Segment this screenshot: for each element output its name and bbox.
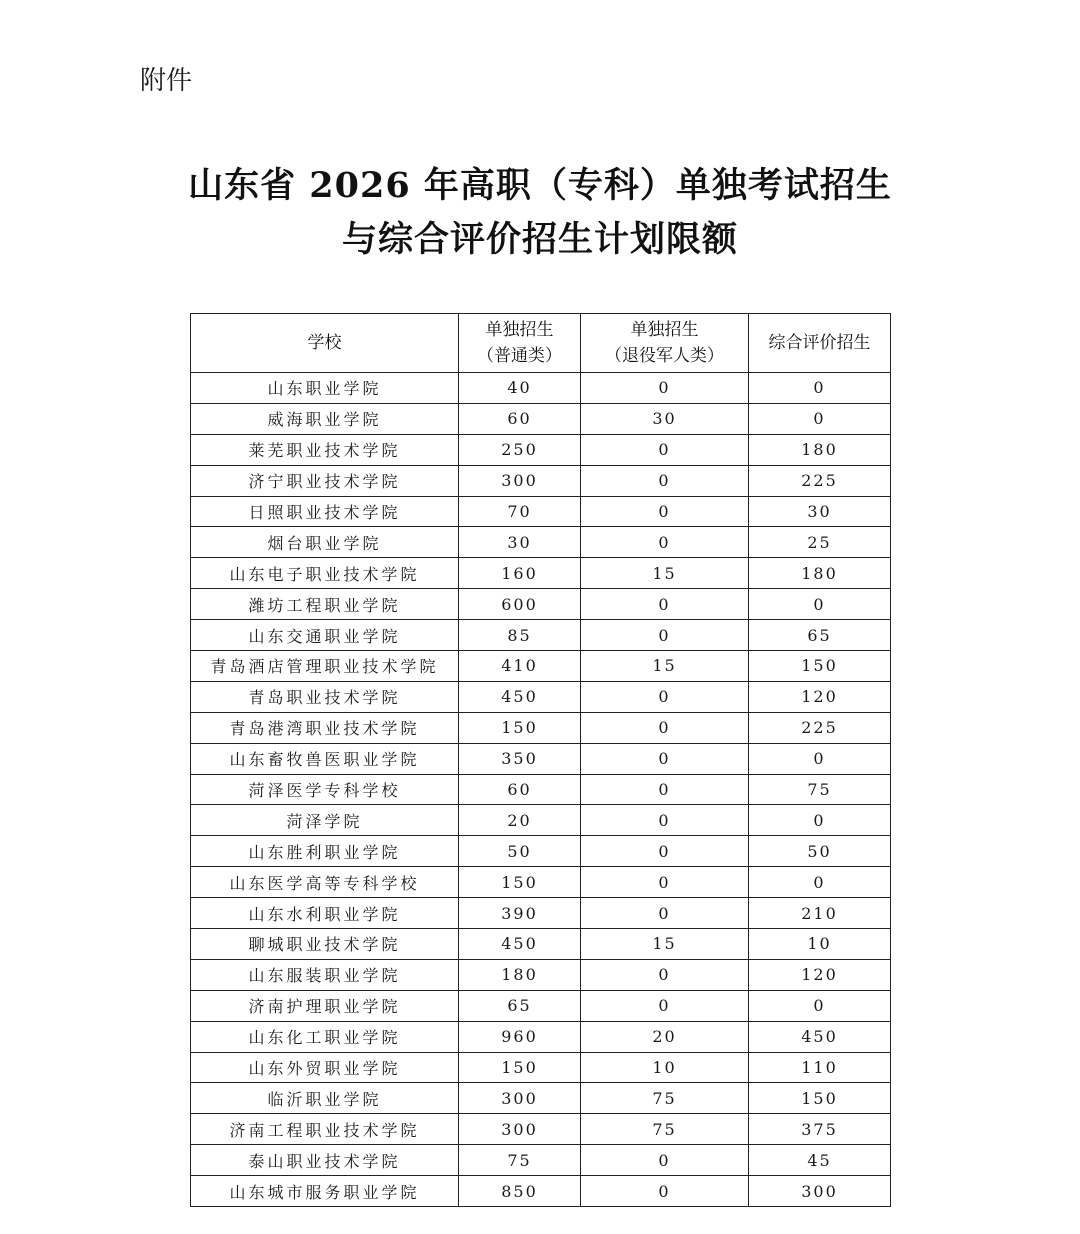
general-quota-cell: 50 <box>459 836 581 867</box>
veteran-quota-cell: 0 <box>581 620 749 651</box>
school-name-cell: 济宁职业技术学院 <box>191 465 459 496</box>
header-general <box>459 314 581 373</box>
comprehensive-quota-cell: 225 <box>749 712 891 743</box>
general-quota-cell: 390 <box>459 898 581 929</box>
table-row <box>191 1021 891 1052</box>
header-veteran-line-2: （退役军人类） <box>605 346 724 366</box>
general-quota-cell: 410 <box>459 651 581 682</box>
table-row <box>191 1145 891 1176</box>
comprehensive-quota-cell: 120 <box>749 959 891 990</box>
comprehensive-quota-cell: 0 <box>749 743 891 774</box>
comprehensive-quota-cell: 150 <box>749 651 891 682</box>
comprehensive-quota-cell: 180 <box>749 558 891 589</box>
table-row <box>191 1052 891 1083</box>
school-name-cell: 济南护理职业学院 <box>191 990 459 1021</box>
school-name-cell: 日照职业技术学院 <box>191 496 459 527</box>
general-quota-cell: 65 <box>459 990 581 1021</box>
veteran-quota-cell: 0 <box>581 990 749 1021</box>
school-name-cell: 山东医学高等专科学校 <box>191 867 459 898</box>
veteran-quota-cell: 0 <box>581 836 749 867</box>
veteran-quota-cell: 0 <box>581 774 749 805</box>
table-row <box>191 867 891 898</box>
table-row <box>191 496 891 527</box>
table-row <box>191 836 891 867</box>
school-name-cell: 山东水利职业学院 <box>191 898 459 929</box>
general-quota-cell: 600 <box>459 589 581 620</box>
general-quota-cell: 450 <box>459 681 581 712</box>
school-name-cell: 山东交通职业学院 <box>191 620 459 651</box>
comprehensive-quota-cell: 30 <box>749 496 891 527</box>
general-quota-cell: 960 <box>459 1021 581 1052</box>
general-quota-cell: 30 <box>459 527 581 558</box>
school-name-cell: 威海职业学院 <box>191 403 459 434</box>
school-name-cell: 山东职业学院 <box>191 373 459 404</box>
school-name-cell: 山东畜牧兽医职业学院 <box>191 743 459 774</box>
header-school <box>191 314 459 373</box>
table-row <box>191 465 891 496</box>
school-name-cell: 莱芜职业技术学院 <box>191 434 459 465</box>
school-name-cell: 潍坊工程职业学院 <box>191 589 459 620</box>
comprehensive-quota-cell: 300 <box>749 1176 891 1207</box>
general-quota-cell: 300 <box>459 1114 581 1145</box>
general-quota-cell: 450 <box>459 929 581 960</box>
document-title-line-2: 与综合评价招生计划限额 <box>341 219 738 260</box>
comprehensive-quota-cell: 225 <box>749 465 891 496</box>
header-veteran-line-1: 单独招生 <box>630 320 699 340</box>
comprehensive-quota-cell: 50 <box>749 836 891 867</box>
header-comprehensive-label: 综合评价招生 <box>768 333 871 353</box>
veteran-quota-cell: 30 <box>581 403 749 434</box>
veteran-quota-cell: 0 <box>581 898 749 929</box>
school-name-cell: 山东城市服务职业学院 <box>191 1176 459 1207</box>
general-quota-cell: 85 <box>459 620 581 651</box>
general-quota-cell: 150 <box>459 867 581 898</box>
table-row <box>191 1114 891 1145</box>
school-name-cell: 山东服装职业学院 <box>191 959 459 990</box>
comprehensive-quota-cell: 25 <box>749 527 891 558</box>
veteran-quota-cell: 0 <box>581 805 749 836</box>
comprehensive-quota-cell: 0 <box>749 990 891 1021</box>
veteran-quota-cell: 0 <box>581 465 749 496</box>
table-row <box>191 990 891 1021</box>
table-row <box>191 743 891 774</box>
veteran-quota-cell: 75 <box>581 1083 749 1114</box>
school-name-cell: 山东胜利职业学院 <box>191 836 459 867</box>
comprehensive-quota-cell: 75 <box>749 774 891 805</box>
comprehensive-quota-cell: 65 <box>749 620 891 651</box>
general-quota-cell: 180 <box>459 959 581 990</box>
comprehensive-quota-cell: 0 <box>749 403 891 434</box>
general-quota-cell: 75 <box>459 1145 581 1176</box>
comprehensive-quota-cell: 0 <box>749 867 891 898</box>
veteran-quota-cell: 0 <box>581 496 749 527</box>
general-quota-cell: 60 <box>459 403 581 434</box>
comprehensive-quota-cell: 45 <box>749 1145 891 1176</box>
table-row <box>191 527 891 558</box>
table-row <box>191 774 891 805</box>
veteran-quota-cell: 15 <box>581 558 749 589</box>
table-row <box>191 434 891 465</box>
table-row <box>191 929 891 960</box>
comprehensive-quota-cell: 0 <box>749 805 891 836</box>
school-name-cell: 青岛职业技术学院 <box>191 681 459 712</box>
comprehensive-quota-cell: 210 <box>749 898 891 929</box>
general-quota-cell: 70 <box>459 496 581 527</box>
veteran-quota-cell: 0 <box>581 681 749 712</box>
table-row <box>191 589 891 620</box>
table-body <box>191 373 891 1207</box>
header-comprehensive <box>749 314 891 373</box>
quota-table <box>190 313 891 1207</box>
general-quota-cell: 150 <box>459 1052 581 1083</box>
veteran-quota-cell: 0 <box>581 527 749 558</box>
comprehensive-quota-cell: 110 <box>749 1052 891 1083</box>
school-name-cell: 山东外贸职业学院 <box>191 1052 459 1083</box>
school-name-cell: 聊城职业技术学院 <box>191 929 459 960</box>
comprehensive-quota-cell: 0 <box>749 373 891 404</box>
header-school-label: 学校 <box>307 333 342 353</box>
general-quota-cell: 300 <box>459 1083 581 1114</box>
general-quota-cell: 300 <box>459 465 581 496</box>
comprehensive-quota-cell: 180 <box>749 434 891 465</box>
table-row <box>191 373 891 404</box>
document-title-line-1: 山东省 2026 年高职（专科）单独考试招生 <box>188 165 892 206</box>
school-name-cell: 山东化工职业学院 <box>191 1021 459 1052</box>
school-name-cell: 青岛港湾职业技术学院 <box>191 712 459 743</box>
veteran-quota-cell: 0 <box>581 1176 749 1207</box>
table-row <box>191 1176 891 1207</box>
veteran-quota-cell: 20 <box>581 1021 749 1052</box>
comprehensive-quota-cell: 375 <box>749 1114 891 1145</box>
veteran-quota-cell: 75 <box>581 1114 749 1145</box>
comprehensive-quota-cell: 10 <box>749 929 891 960</box>
school-name-cell: 青岛酒店管理职业技术学院 <box>191 651 459 682</box>
veteran-quota-cell: 0 <box>581 959 749 990</box>
school-name-cell: 泰山职业技术学院 <box>191 1145 459 1176</box>
veteran-quota-cell: 0 <box>581 373 749 404</box>
table-row <box>191 651 891 682</box>
table-row <box>191 558 891 589</box>
school-name-cell: 临沂职业学院 <box>191 1083 459 1114</box>
general-quota-cell: 20 <box>459 805 581 836</box>
header-row <box>191 314 891 373</box>
comprehensive-quota-cell: 150 <box>749 1083 891 1114</box>
veteran-quota-cell: 0 <box>581 712 749 743</box>
school-name-cell: 菏泽学院 <box>191 805 459 836</box>
comprehensive-quota-cell: 450 <box>749 1021 891 1052</box>
table-row <box>191 1083 891 1114</box>
veteran-quota-cell: 15 <box>581 651 749 682</box>
header-general-line-1: 单独招生 <box>485 320 554 340</box>
veteran-quota-cell: 0 <box>581 1145 749 1176</box>
veteran-quota-cell: 0 <box>581 434 749 465</box>
veteran-quota-cell: 0 <box>581 743 749 774</box>
general-quota-cell: 250 <box>459 434 581 465</box>
school-name-cell: 山东电子职业技术学院 <box>191 558 459 589</box>
attachment-label: 附件 <box>140 66 193 96</box>
table-row <box>191 620 891 651</box>
veteran-quota-cell: 0 <box>581 867 749 898</box>
school-name-cell: 烟台职业学院 <box>191 527 459 558</box>
comprehensive-quota-cell: 120 <box>749 681 891 712</box>
veteran-quota-cell: 10 <box>581 1052 749 1083</box>
table-header <box>191 314 891 373</box>
general-quota-cell: 160 <box>459 558 581 589</box>
table-row <box>191 712 891 743</box>
table-row <box>191 805 891 836</box>
school-name-cell: 济南工程职业技术学院 <box>191 1114 459 1145</box>
table-row <box>191 403 891 434</box>
header-general-line-2: （普通类） <box>477 346 562 366</box>
general-quota-cell: 850 <box>459 1176 581 1207</box>
comprehensive-quota-cell: 0 <box>749 589 891 620</box>
general-quota-cell: 150 <box>459 712 581 743</box>
school-name-cell: 菏泽医学专科学校 <box>191 774 459 805</box>
general-quota-cell: 40 <box>459 373 581 404</box>
header-veteran <box>581 314 749 373</box>
veteran-quota-cell: 0 <box>581 589 749 620</box>
veteran-quota-cell: 15 <box>581 929 749 960</box>
table-row <box>191 898 891 929</box>
general-quota-cell: 60 <box>459 774 581 805</box>
table-row <box>191 681 891 712</box>
table-row <box>191 959 891 990</box>
general-quota-cell: 350 <box>459 743 581 774</box>
